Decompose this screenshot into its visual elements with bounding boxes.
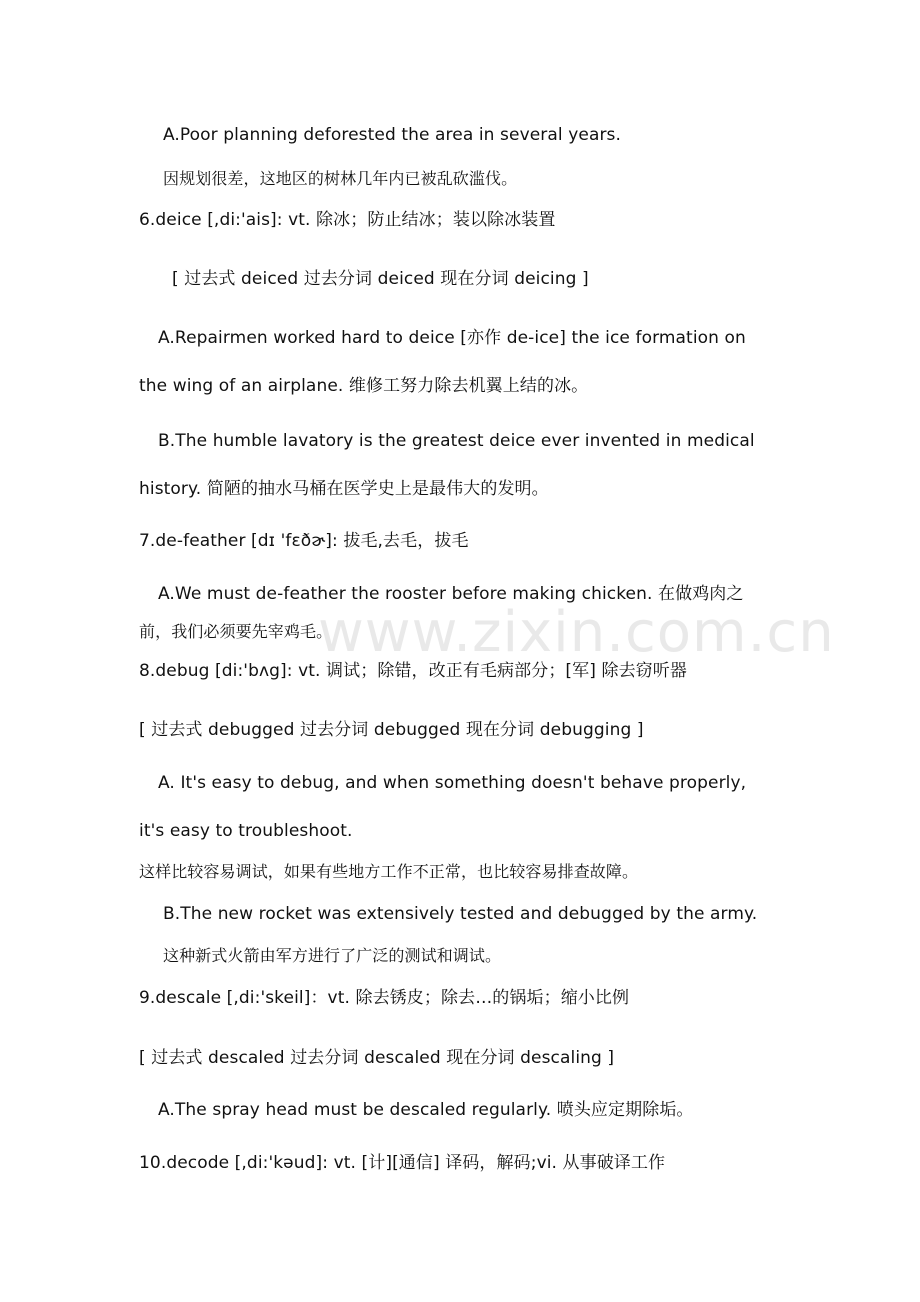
watermark: www.zixin.com.cn: [318, 600, 835, 665]
translation: 这样比较容易调试，如果有些地方工作不正常，也比较容易排查故障。: [139, 862, 639, 881]
entry-headword: 10.decode [,di:'kəud]: vt. [计][通信] 译码，解码;vi. 从事破译工作: [139, 1153, 666, 1173]
verb-forms: [ 过去式 descaled 过去分词 descaled 现在分词 descaling ]: [139, 1048, 615, 1068]
example-sentence: B.The humble lavatory is the greatest deice ever invented in medical: [158, 431, 755, 451]
example-continuation: 前，我们必须要先宰鸡毛。: [139, 622, 333, 641]
verb-forms: [ 过去式 debugged 过去分词 debugged 现在分词 debugging ]: [139, 720, 644, 740]
example-sentence: A. It's easy to debug, and when something doesn't behave properly,: [158, 773, 747, 793]
entry-headword: 9.descale [,di:'skeil]：vt. 除去锈皮；除去…的锅垢；缩小比例: [139, 988, 630, 1008]
entry-headword: 7.de-feather [dɪ 'fɛðɚ]: 拔毛,去毛，拔毛: [139, 531, 469, 551]
translation: 这种新式火箭由军方进行了广泛的测试和调试。: [163, 946, 502, 965]
example-sentence: A.Repairmen worked hard to deice [亦作 de-ice] the ice formation on: [158, 328, 746, 348]
translation: 因规划很差，这地区的树林几年内已被乱砍滥伐。: [163, 169, 518, 188]
example-sentence: A.The spray head must be descaled regularly. 喷头应定期除垢。: [158, 1100, 694, 1120]
verb-forms: [ 过去式 deiced 过去分词 deiced 现在分词 deicing ]: [172, 269, 589, 289]
example-continuation: the wing of an airplane. 维修工努力除去机翼上结的冰。: [139, 376, 589, 396]
example-sentence: B.The new rocket was extensively tested and debugged by the army.: [163, 904, 758, 924]
entry-headword: 6.deice [,di:'ais]: vt. 除冰；防止结冰；装以除冰装置: [139, 210, 556, 230]
example-continuation: history. 简陋的抽水马桶在医学史上是最伟大的发明。: [139, 479, 549, 499]
example-sentence: A.We must de-feather the rooster before making chicken. 在做鸡肉之: [158, 584, 744, 604]
entry-headword: 8.debug [di:'bʌg]: vt. 调试；除错，改正有毛病部分；[军] 除去窃听器: [139, 661, 687, 681]
example-sentence: A.Poor planning deforested the area in several years.: [163, 125, 622, 145]
example-continuation: it's easy to troubleshoot.: [139, 821, 353, 841]
